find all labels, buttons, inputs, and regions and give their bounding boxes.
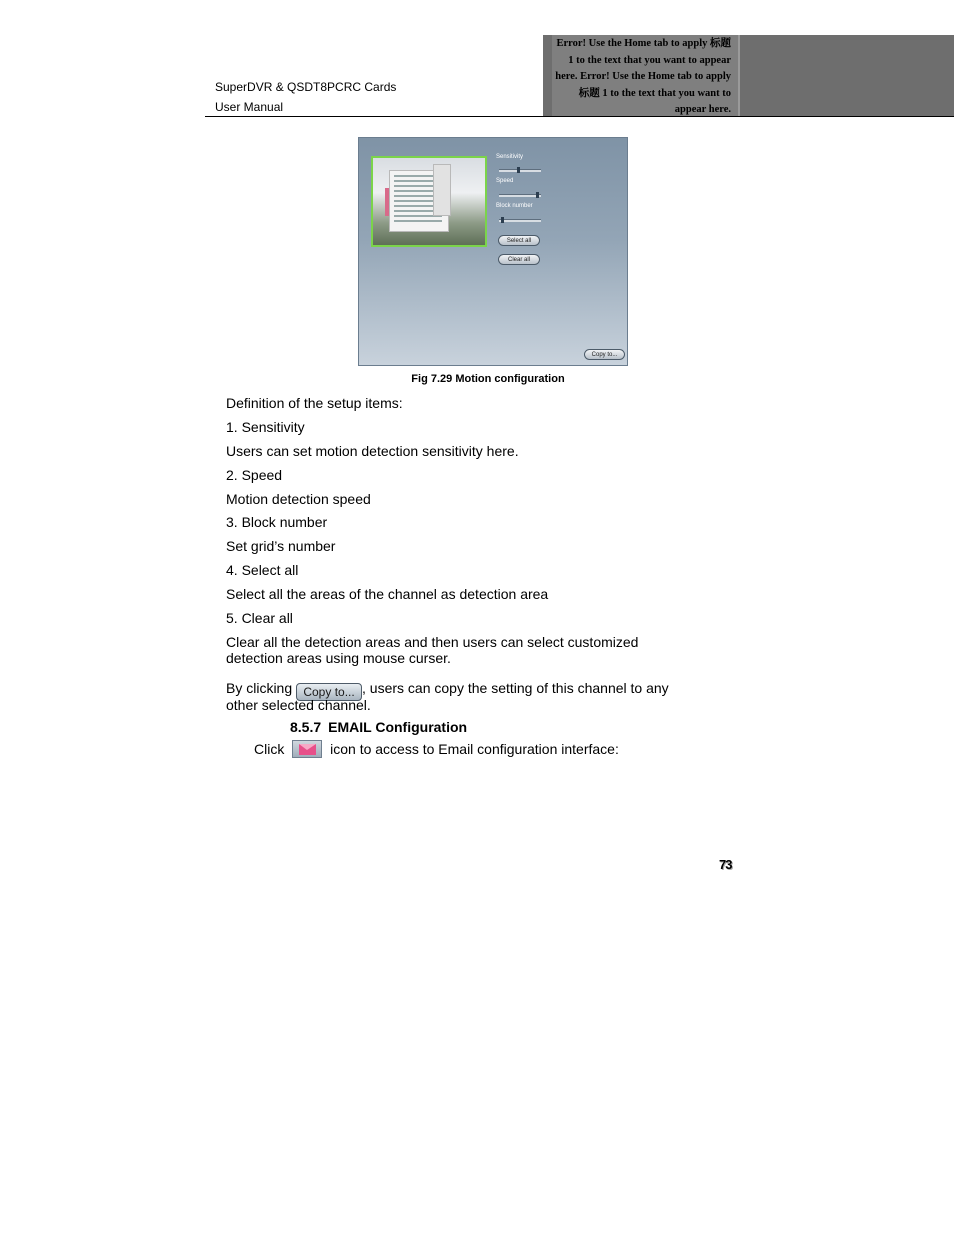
building-tower <box>433 164 451 216</box>
item-select-all-title: 4. Select all <box>226 562 299 578</box>
pink-sign <box>385 188 389 216</box>
email-icon[interactable] <box>292 740 322 758</box>
copy-post-text: , users can copy the setting of this channel to any <box>362 680 669 696</box>
motion-config-screenshot <box>358 137 628 366</box>
item-select-all-desc: Select all the areas of the channel as detection area <box>226 586 549 602</box>
item-speed-desc: Motion detection speed <box>226 491 371 507</box>
header-bar <box>543 35 552 117</box>
section-number: 8.5.7 <box>290 719 322 735</box>
page-number: 73 <box>719 857 732 872</box>
clear-all-button[interactable]: Clear all <box>498 254 540 265</box>
sensitivity-thumb[interactable] <box>517 167 520 173</box>
sensitivity-label: Sensitivity <box>496 154 524 160</box>
copy-pre-text: By clicking <box>226 680 293 696</box>
speed-label: Speed <box>496 178 514 184</box>
select-all-button[interactable]: Select all <box>498 235 540 246</box>
header-error-box: Error! Use the Home tab to apply 标题 1 to the text that you want to appear here. Error! Use the Home tab to apply 标题 1 to the text that you want to appear here. <box>552 35 738 117</box>
header-rule <box>205 116 954 117</box>
item-sensitivity-desc: Users can set motion detection sensitivity here. <box>226 443 519 459</box>
block-number-slider[interactable] <box>499 219 541 222</box>
click-post-text: icon to access to Email configuration interface: <box>330 741 619 757</box>
email-instruction <box>254 740 619 758</box>
intro-text: Definition of the setup items: <box>226 395 403 411</box>
speed-thumb[interactable] <box>536 192 539 198</box>
envelope-icon <box>299 744 316 755</box>
header-product: SuperDVR & QSDT8PCRC Cards <box>215 80 397 94</box>
sensitivity-slider[interactable] <box>499 169 541 172</box>
item-clear-all-desc-2: detection areas using mouse curser. <box>226 650 451 666</box>
speed-slider[interactable] <box>499 194 541 197</box>
copy-to-button[interactable]: Copy to... <box>584 349 625 360</box>
figure-caption: Fig 7.29 Motion configuration <box>411 373 565 385</box>
click-pre-text: Click <box>254 741 285 757</box>
item-block-title: 3. Block number <box>226 514 328 530</box>
item-speed-title: 2. Speed <box>226 467 283 483</box>
header-doc-type: User Manual <box>215 100 284 114</box>
block-number-thumb[interactable] <box>501 217 504 223</box>
inline-copy-to-button[interactable]: Copy to... <box>296 683 362 701</box>
header-fill <box>740 35 954 117</box>
item-block-desc: Set grid’s number <box>226 538 336 554</box>
camera-preview <box>371 156 487 247</box>
item-clear-all-desc-1: Clear all the detection areas and then users can select customized <box>226 634 639 650</box>
copy-line-2: other selected channel. <box>226 697 371 713</box>
block-number-label: Block number <box>496 203 533 209</box>
section-heading <box>290 719 467 735</box>
section-title: EMAIL Configuration <box>328 719 468 735</box>
item-clear-all-title: 5. Clear all <box>226 610 293 626</box>
item-sensitivity-title: 1. Sensitivity <box>226 419 305 435</box>
